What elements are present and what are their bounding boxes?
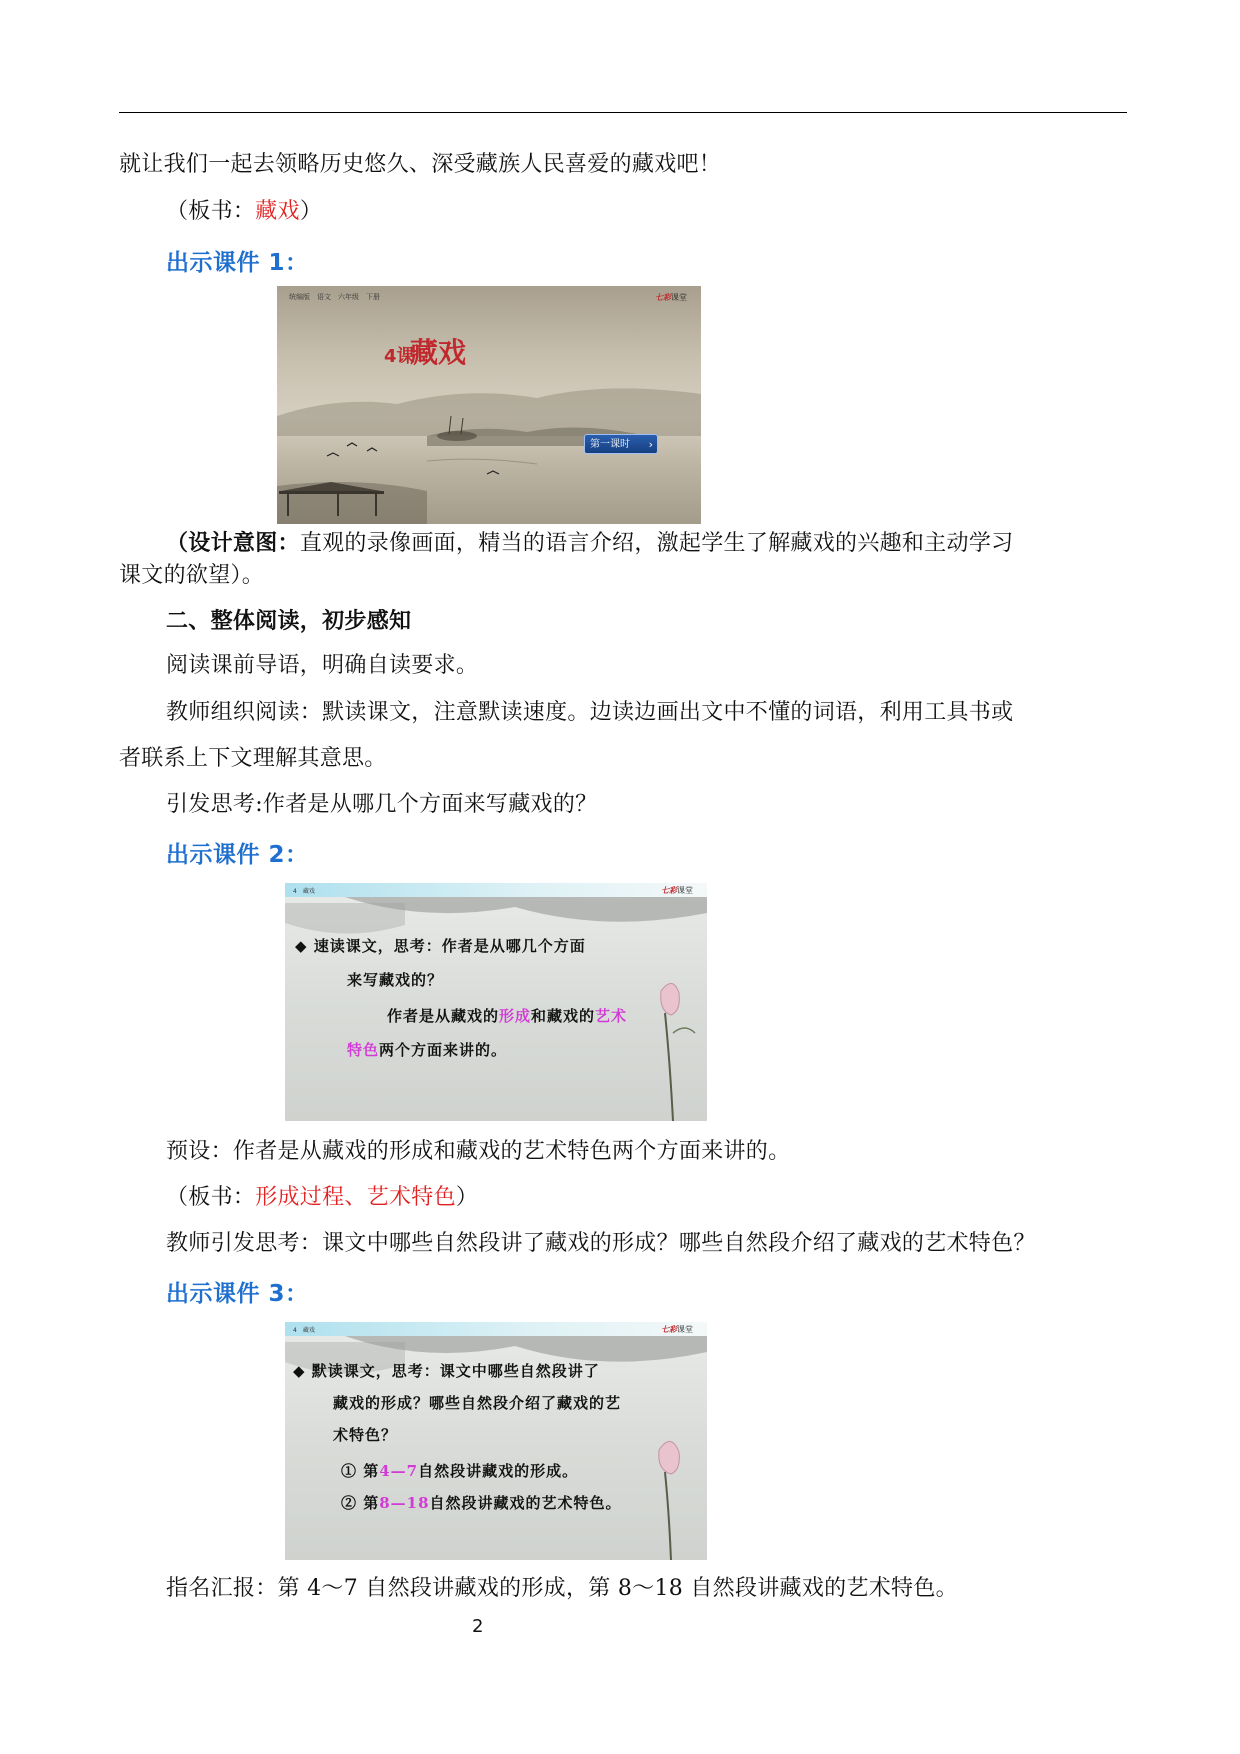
slide2-question-line2: 来写藏戏的？ — [347, 971, 444, 989]
slide2-question-line1: ◆ 速读课文，思考：作者是从哪几个方面 — [295, 937, 586, 955]
slide3-breadcrumb: 4 藏戏 — [293, 1327, 315, 1334]
slide3-question-line1: ◆ 默读课文，思考：课文中哪些自然段讲了 — [293, 1362, 600, 1380]
slide2-answer-line2: 特色两个方面来讲的。 — [347, 1041, 508, 1059]
board-note-2: （板书：形成过程、艺术特色） — [166, 1185, 479, 1210]
show-courseware-1: 出示课件 1： — [166, 250, 309, 276]
design-intent-label: （设计意图： — [166, 531, 300, 556]
prompt-question-1: 引发思考:作者是从哪几个方面来写藏戏的？ — [166, 792, 598, 817]
intro-line: 就让我们一起去领略历史悠久、深受藏族人民喜爱的藏戏吧！ — [119, 152, 722, 177]
chevron-right-icon: › — [648, 438, 653, 451]
header-rule — [119, 112, 1127, 113]
slide3-answer-1: ① 第4—7自然段讲藏戏的形成。 — [341, 1462, 579, 1480]
ink-landscape-image — [277, 286, 701, 524]
first-lesson-button[interactable]: 第一课时 › — [584, 434, 658, 454]
show-courseware-2: 出示课件 2： — [166, 842, 309, 868]
ink-wash-background — [285, 883, 707, 1121]
slide2-topbar — [285, 883, 707, 897]
slide1-brand: 七彩课堂 — [655, 293, 687, 302]
courseware-slide-2 — [285, 883, 707, 1121]
preset-answer: 预设：作者是从藏戏的形成和藏戏的艺术特色两个方面来讲的。 — [166, 1139, 791, 1164]
board-note-1-red: 藏戏 — [255, 199, 300, 224]
courseware-slide-1 — [277, 286, 701, 524]
teacher-organize-line1: 教师组织阅读：默读课文，注意默读速度。边读边画出文中不懂的词语，利用工具书或 — [166, 700, 1014, 725]
slide3-question-line3: 术特色？ — [333, 1426, 398, 1444]
slide1-lesson-number: 4课 — [384, 346, 415, 367]
slide2-brand: 七彩课堂 — [661, 886, 693, 895]
slide3-topbar — [285, 1322, 707, 1336]
courseware-slide-3 — [285, 1322, 707, 1560]
slide3-answer-2: ② 第8—18自然段讲藏戏的艺术特色。 — [341, 1494, 622, 1512]
design-intent-line1: （设计意图：直观的录像画面，精当的语言介绍，激起学生了解藏戏的兴趣和主动学习 — [166, 531, 1014, 556]
board-note-2-red: 形成过程、艺术特色 — [255, 1185, 456, 1210]
slide2-answer-line1: 作者是从藏戏的形成和藏戏的艺术 — [387, 1007, 628, 1025]
slide2-breadcrumb: 4 藏戏 — [293, 888, 315, 895]
design-intent-line2: 课文的欲望）。 — [119, 563, 265, 588]
reading-guide: 阅读课前导语，明确自读要求。 — [166, 653, 479, 678]
slide1-breadcrumb: 统编版 语文 六年级 下册 — [289, 293, 380, 301]
board-note-1: （板书：藏戏） — [166, 199, 323, 224]
slide3-brand: 七彩课堂 — [661, 1325, 693, 1334]
report-summary: 指名汇报：第 4～7 自然段讲藏戏的形成，第 8～18 自然段讲藏戏的艺术特色。 — [166, 1576, 958, 1601]
prompt-question-2: 教师引发思考：课文中哪些自然段讲了藏戏的形成？哪些自然段介绍了藏戏的艺术特色？ — [166, 1231, 1036, 1256]
show-courseware-3: 出示课件 3： — [166, 1281, 309, 1307]
section-2-heading: 二、整体阅读，初步感知 — [166, 608, 412, 634]
slide1-title: 藏戏 — [410, 336, 467, 369]
teacher-organize-line2: 者联系上下文理解其意思。 — [119, 746, 387, 771]
slide3-question-line2: 藏戏的形成？哪些自然段介绍了藏戏的艺 — [333, 1394, 622, 1412]
page-number: 2 — [472, 1616, 484, 1637]
